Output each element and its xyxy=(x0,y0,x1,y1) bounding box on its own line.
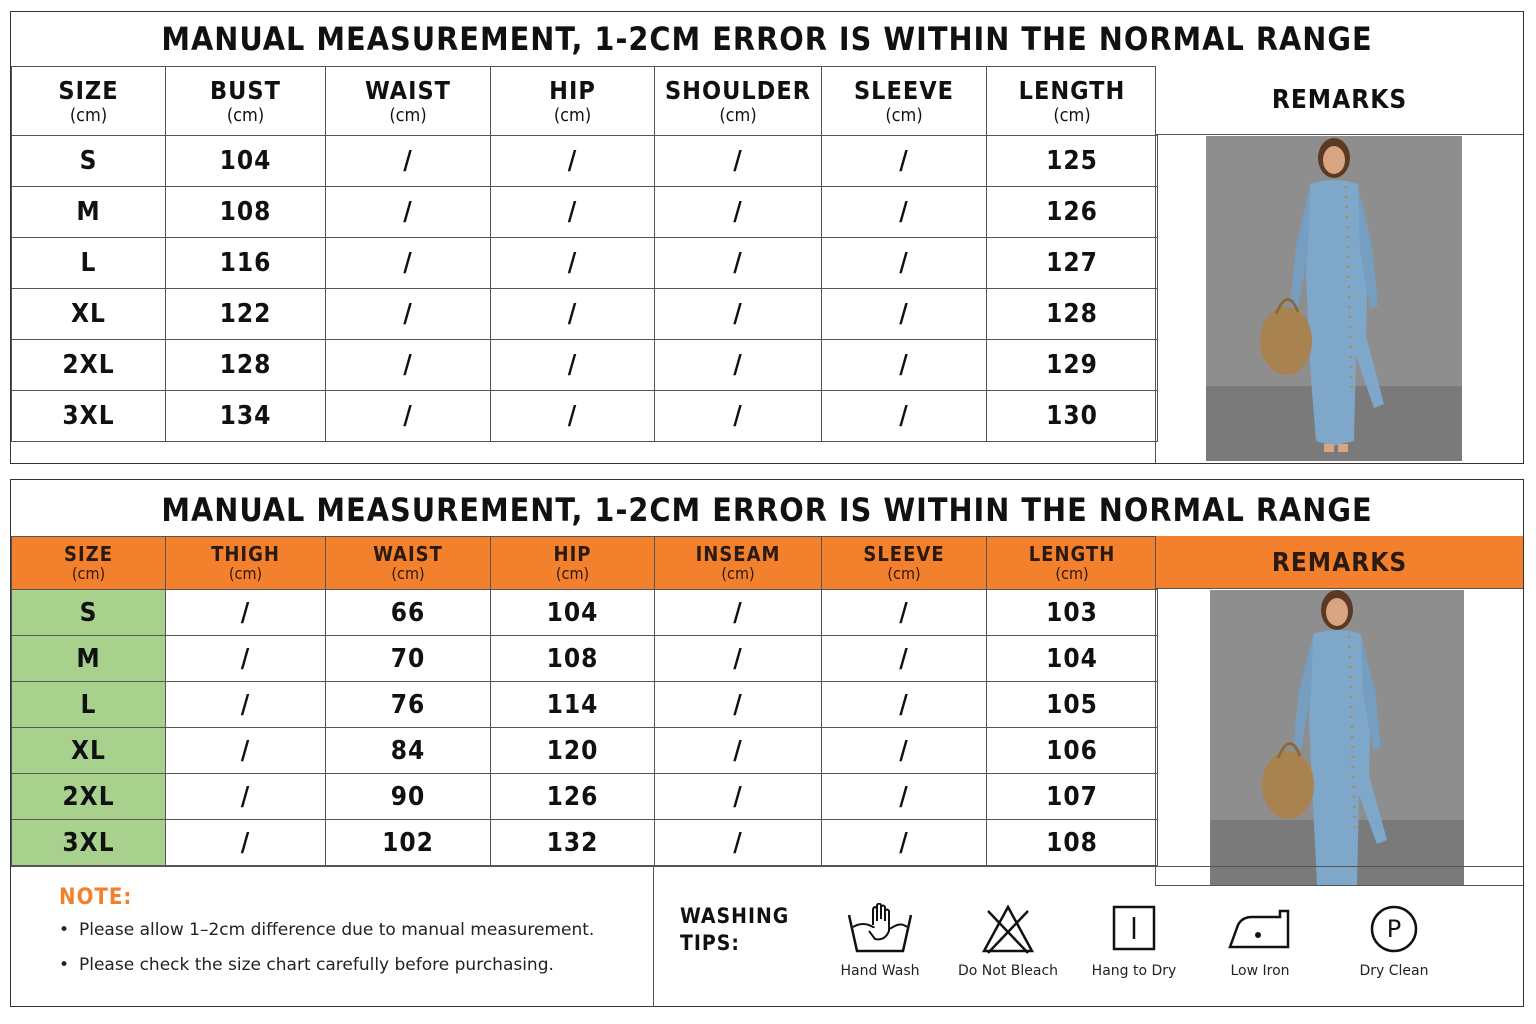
table-cell: 104 xyxy=(987,636,1158,682)
table-cell: / xyxy=(326,136,491,187)
table-cell: 129 xyxy=(987,340,1158,391)
table-cell: 134 xyxy=(166,391,326,442)
column-header: HIP (cm) xyxy=(491,67,655,136)
column-header: HIP (cm) xyxy=(491,537,655,590)
dry-clean-symbol: P xyxy=(1386,915,1402,943)
size-cell: 3XL xyxy=(12,391,166,442)
table-cell: / xyxy=(166,774,326,820)
table-cell: / xyxy=(326,238,491,289)
table-cell: 128 xyxy=(987,289,1158,340)
table-cell: 108 xyxy=(491,636,655,682)
wash-label: Dry Clean xyxy=(1359,963,1429,979)
wash-item-hang-to-dry xyxy=(1074,903,1194,979)
table-cell: 126 xyxy=(987,187,1158,238)
table-row xyxy=(12,289,1158,340)
table-cell: 108 xyxy=(166,187,326,238)
column-header: LENGTH (cm) xyxy=(987,67,1158,136)
washing-title-line: WASHING xyxy=(680,904,790,928)
column-header: WAIST (cm) xyxy=(326,67,491,136)
table-cell: 120 xyxy=(491,728,655,774)
table-cell: 66 xyxy=(326,590,491,636)
table-cell: / xyxy=(822,340,987,391)
table-cell: 122 xyxy=(166,289,326,340)
table-cell: / xyxy=(491,289,655,340)
model-photo xyxy=(1206,136,1462,461)
table-row xyxy=(12,238,1158,289)
table-cell: / xyxy=(655,820,822,866)
table-row xyxy=(12,636,1158,682)
table-cell: / xyxy=(822,238,987,289)
table-cell: / xyxy=(822,636,987,682)
hand-wash-icon xyxy=(845,903,915,955)
table-cell: / xyxy=(166,636,326,682)
table-cell: 116 xyxy=(166,238,326,289)
table-cell: / xyxy=(655,728,822,774)
washing-title-line: TIPS: xyxy=(680,931,740,955)
table-cell: / xyxy=(655,238,822,289)
table-row xyxy=(12,682,1158,728)
table-cell: / xyxy=(822,820,987,866)
table-row xyxy=(12,136,1158,187)
table-cell: / xyxy=(822,774,987,820)
table-cell: / xyxy=(166,820,326,866)
top-chart-title: MANUAL MEASUREMENT, 1-2CM ERROR IS WITHIN THE NORMAL RANGE xyxy=(11,12,1523,67)
table-cell: / xyxy=(326,187,491,238)
table-row xyxy=(12,187,1158,238)
table-cell: / xyxy=(655,391,822,442)
size-cell: S xyxy=(12,136,166,187)
table-row xyxy=(12,391,1158,442)
washing-tips-title xyxy=(680,903,789,957)
note-item: • Please allow 1–2cm difference due to manual measurement. xyxy=(59,919,594,954)
table-cell: / xyxy=(326,391,491,442)
table-cell: / xyxy=(655,289,822,340)
size-cell: S xyxy=(12,590,166,636)
hang-to-dry-icon xyxy=(1110,903,1158,955)
note-section xyxy=(11,867,654,1007)
wash-item-do-not-bleach xyxy=(948,903,1068,979)
note-title: NOTE: xyxy=(59,885,133,910)
table-header-row xyxy=(12,537,1158,590)
wash-item-dry-clean xyxy=(1334,903,1454,979)
bottom-measurement-table xyxy=(11,536,1158,866)
table-cell: 103 xyxy=(987,590,1158,636)
table-cell: / xyxy=(822,289,987,340)
table-cell: / xyxy=(822,136,987,187)
bottom-size-chart xyxy=(10,479,1524,1007)
table-cell: / xyxy=(655,590,822,636)
model-illustration xyxy=(1206,136,1462,461)
table-cell: / xyxy=(326,289,491,340)
size-cell: 3XL xyxy=(12,820,166,866)
table-cell: 104 xyxy=(166,136,326,187)
table-cell: / xyxy=(822,682,987,728)
table-cell: 107 xyxy=(987,774,1158,820)
column-header: SIZE (cm) xyxy=(12,537,166,590)
wash-label: Do Not Bleach xyxy=(957,963,1059,979)
table-header-row xyxy=(12,67,1158,136)
bottom-chart-title: MANUAL MEASUREMENT, 1-2CM ERROR IS WITHIN THE NORMAL RANGE xyxy=(11,480,1523,537)
size-cell: XL xyxy=(12,289,166,340)
table-cell: 130 xyxy=(987,391,1158,442)
column-header: SLEEVE (cm) xyxy=(822,537,987,590)
table-cell: 102 xyxy=(326,820,491,866)
top-remarks-panel xyxy=(1155,66,1523,463)
wash-item-hand-wash xyxy=(820,903,940,979)
table-cell: 114 xyxy=(491,682,655,728)
table-cell: 125 xyxy=(987,136,1158,187)
column-header: WAIST (cm) xyxy=(326,537,491,590)
table-cell: / xyxy=(491,391,655,442)
note-list xyxy=(59,919,594,989)
table-cell: / xyxy=(822,728,987,774)
table-cell: 126 xyxy=(491,774,655,820)
top-measurement-table xyxy=(11,66,1158,442)
column-header: SHOULDER (cm) xyxy=(655,67,822,136)
size-cell: 2XL xyxy=(12,340,166,391)
table-cell: / xyxy=(822,590,987,636)
bottom-remarks-panel xyxy=(1155,536,1523,886)
size-cell: L xyxy=(12,682,166,728)
size-cell: M xyxy=(12,636,166,682)
table-cell: 70 xyxy=(326,636,491,682)
model-photo xyxy=(1210,590,1464,885)
size-cell: 2XL xyxy=(12,774,166,820)
table-cell: / xyxy=(822,391,987,442)
table-cell: 76 xyxy=(326,682,491,728)
column-header: BUST (cm) xyxy=(166,67,326,136)
table-cell: 106 xyxy=(987,728,1158,774)
table-row xyxy=(12,728,1158,774)
wash-item-low-iron xyxy=(1200,903,1320,979)
remarks-header: REMARKS xyxy=(1156,536,1523,589)
table-cell: 105 xyxy=(987,682,1158,728)
table-cell: / xyxy=(491,187,655,238)
dry-clean-icon xyxy=(1368,903,1420,955)
low-iron-icon xyxy=(1226,903,1294,955)
table-cell: / xyxy=(655,340,822,391)
table-cell: / xyxy=(655,136,822,187)
table-row xyxy=(12,340,1158,391)
column-header: LENGTH (cm) xyxy=(987,537,1158,590)
table-cell: 108 xyxy=(987,820,1158,866)
table-cell: / xyxy=(655,187,822,238)
size-cell: XL xyxy=(12,728,166,774)
table-cell: / xyxy=(166,682,326,728)
table-cell: / xyxy=(655,682,822,728)
model-illustration xyxy=(1210,590,1464,885)
wash-label: Low Iron xyxy=(1230,963,1290,979)
table-cell: / xyxy=(491,238,655,289)
column-header: INSEAM (cm) xyxy=(655,537,822,590)
table-cell: / xyxy=(491,340,655,391)
table-cell: 104 xyxy=(491,590,655,636)
table-cell: 132 xyxy=(491,820,655,866)
size-cell: M xyxy=(12,187,166,238)
footer xyxy=(11,866,1523,1006)
column-header: THIGH (cm) xyxy=(166,537,326,590)
table-row xyxy=(12,820,1158,866)
table-row xyxy=(12,774,1158,820)
washing-tips-section xyxy=(654,867,1523,1007)
table-cell: 90 xyxy=(326,774,491,820)
column-header: SIZE (cm) xyxy=(12,67,166,136)
do-not-bleach-icon xyxy=(980,903,1036,955)
size-cell: L xyxy=(12,238,166,289)
wash-label: Hang to Dry xyxy=(1091,963,1177,979)
table-cell: 84 xyxy=(326,728,491,774)
note-item: • Please check the size chart carefully before purchasing. xyxy=(59,954,594,989)
table-cell: 127 xyxy=(987,238,1158,289)
table-cell: / xyxy=(326,340,491,391)
wash-label: Hand Wash xyxy=(840,963,920,979)
table-row xyxy=(12,590,1158,636)
table-cell: / xyxy=(491,136,655,187)
table-cell: / xyxy=(166,590,326,636)
top-size-chart xyxy=(10,11,1524,464)
table-cell: / xyxy=(166,728,326,774)
remarks-header: REMARKS xyxy=(1156,66,1523,135)
table-cell: / xyxy=(655,774,822,820)
table-cell: / xyxy=(822,187,987,238)
table-cell: / xyxy=(655,636,822,682)
table-cell: 128 xyxy=(166,340,326,391)
column-header: SLEEVE (cm) xyxy=(822,67,987,136)
